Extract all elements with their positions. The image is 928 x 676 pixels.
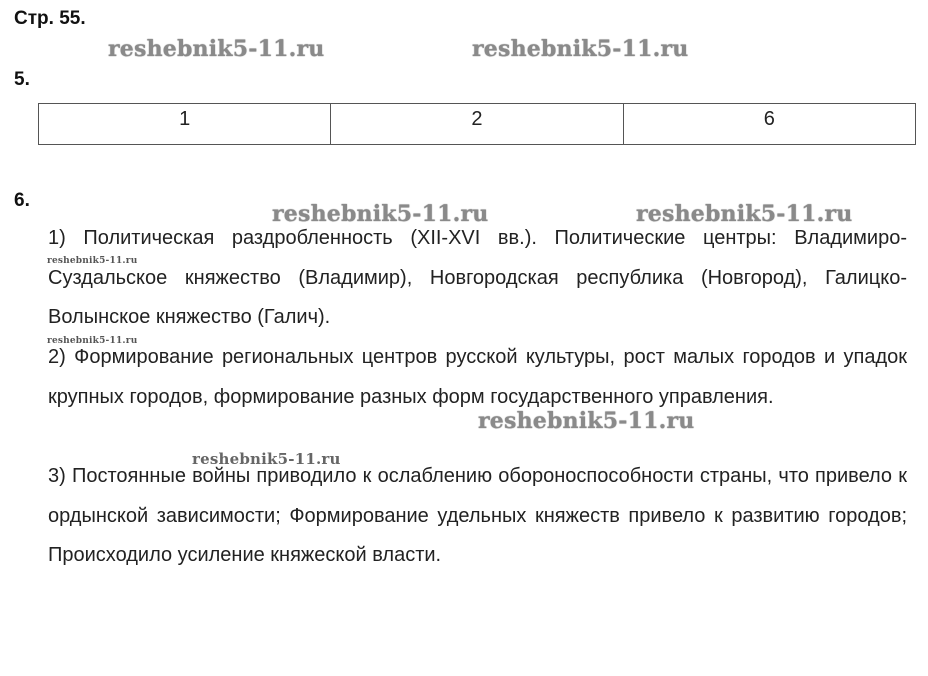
watermark: reshebnik5-11.ru bbox=[272, 201, 489, 227]
watermark: reshebnik5-11.ru bbox=[636, 201, 853, 227]
answer-table bbox=[38, 103, 916, 145]
watermark: reshebnik5-11.ru bbox=[47, 336, 138, 346]
page-number: Стр. 55. bbox=[14, 8, 86, 29]
answer-paragraph-3: 3) Постоянные войны приводило к ослаблению обороноспособности страны, что привело к ордынской зависимости; Формирование удельных княжеств привело к развитию городов; Происходило усиление княжеской власти. bbox=[48, 465, 907, 567]
watermark: reshebnik5-11.ru bbox=[47, 256, 138, 266]
task-6-number: 6. bbox=[14, 190, 30, 211]
answer-paragraph-1: 1) Политическая раздробленность (XII-XVI вв.). Политические центры: Владимиро-Суздальское княжество (Владимир), Новгородская республика (Новгород), Галицко-Волынское княжество (Галич). bbox=[48, 227, 907, 329]
watermark: reshebnik5-11.ru bbox=[192, 450, 341, 468]
table-row bbox=[39, 104, 916, 145]
watermark: reshebnik5-11.ru bbox=[478, 408, 695, 434]
answer-paragraph-2: 2) Формирование региональных центров русской культуры, рост малых городов и упадок крупных городов, формирование разных форм государственного управления. bbox=[48, 346, 907, 408]
task-5-number: 5. bbox=[14, 69, 30, 90]
watermark: reshebnik5-11.ru bbox=[108, 36, 325, 62]
table-cell: 2 bbox=[331, 104, 623, 145]
table-cell: 1 bbox=[39, 104, 331, 145]
watermark: reshebnik5-11.ru bbox=[472, 36, 689, 62]
table-cell: 6 bbox=[623, 104, 915, 145]
